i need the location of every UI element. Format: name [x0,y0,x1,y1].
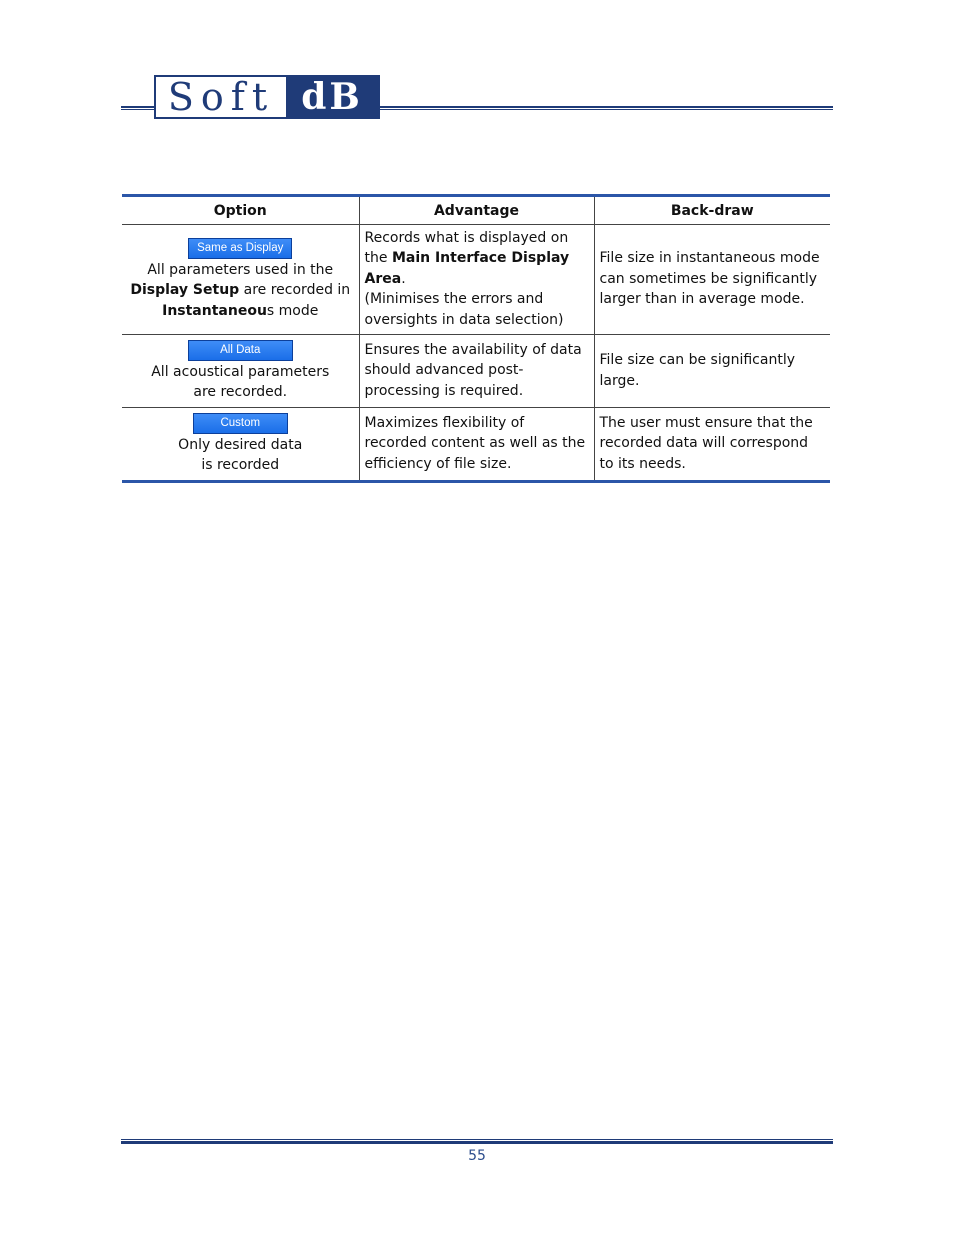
option-text: s mode [266,302,319,319]
header-rule-right [380,106,833,110]
header-option: Option [122,196,359,225]
option-text: All parameters used in the [147,261,334,278]
option-text: Only desired data [178,436,303,453]
logo-text-soft: Soft [156,77,286,117]
advantage-cell [359,334,594,407]
backdraw-cell [594,224,830,334]
advantage-text: Maximizes flexibility of recorded content as well as the efficiency of file size. [364,414,586,472]
table-row [122,407,830,481]
advantage-text: Records what is displayed on the [364,229,569,267]
all-data-button[interactable]: All Data [188,340,293,361]
option-text: are recorded in [243,282,351,299]
option-cell [122,407,359,481]
header-rule-left [121,106,154,110]
option-text: are recorded. [193,384,288,400]
backdraw-text: File size can be significantly large. [599,352,795,389]
footer-rule [121,1139,833,1144]
option-text: All acoustical parameters [151,363,330,380]
same-as-display-button[interactable]: Same as Display [188,238,292,259]
header-backdraw: Back-draw [594,196,830,225]
advantage-text-bold: Main Interface Display Area [364,250,570,287]
option-text-bold: Display Setup [130,282,240,299]
option-cell [122,224,359,334]
table-row [122,224,830,334]
option-text-bold: Instantaneou [162,302,267,319]
logo-text-db: dB [286,77,378,117]
softdb-logo [154,75,380,119]
backdraw-cell [594,334,830,407]
option-text: is recorded [201,457,280,473]
advantage-text: . [401,270,406,287]
backdraw-text: File size in instantaneous mode can sometimes be significantly larger than in average mode. [599,250,820,308]
page-number: 55 [468,1148,486,1164]
backdraw-cell [594,407,830,481]
option-cell [122,334,359,407]
advantage-text: (Minimises the errors and oversights in data selection) [364,291,564,328]
table-row [122,334,830,407]
advantage-cell [359,224,594,334]
advantage-cell [359,407,594,481]
backdraw-text: The user must ensure that the recorded data will correspond to its needs. [599,414,813,472]
advantage-text: Ensures the availability of data should advanced post-processing is required. [364,341,582,399]
header-advantage: Advantage [359,196,594,225]
recording-options-table [122,194,830,483]
table-header-row [122,196,830,225]
custom-button[interactable]: Custom [193,413,288,434]
